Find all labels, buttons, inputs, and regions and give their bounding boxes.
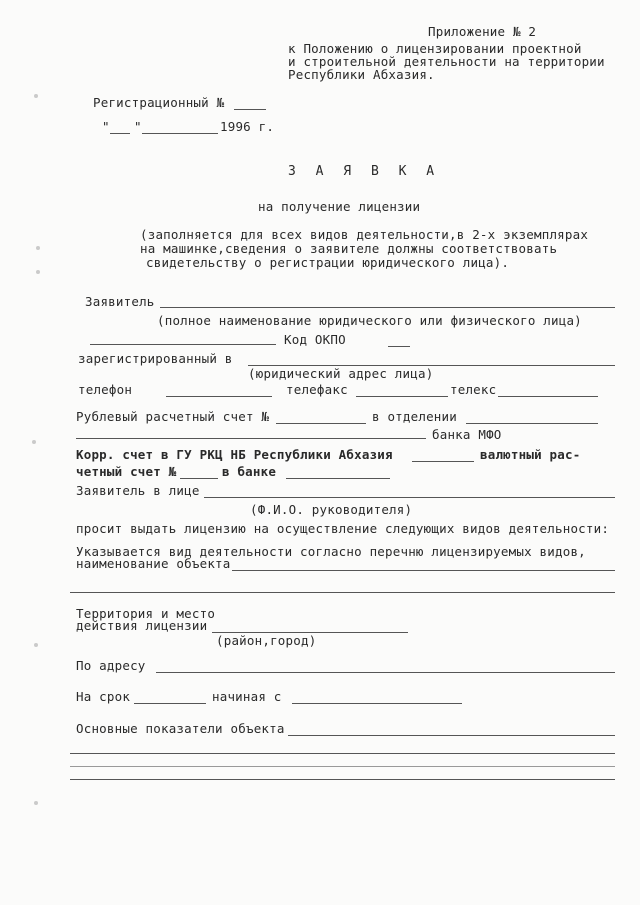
legal-address-hint: (юридический адрес лица) [248,366,434,381]
currency-bank-field[interactable] [286,478,390,479]
registered-label: зарегистрированный в [78,351,233,366]
start-date-field[interactable] [292,703,462,704]
date-day-field[interactable] [110,133,130,134]
phone-label: телефон [78,382,133,397]
scan-speck [34,643,38,647]
district-hint: (район,город) [216,633,317,648]
bank-name-field[interactable] [76,438,426,439]
indicators-field-line[interactable] [70,766,615,767]
head-name-field[interactable] [204,497,615,498]
okpo-label: Код ОКПО [284,332,346,347]
currency-account-label-cont: четный счет № [76,464,177,479]
scan-speck [34,801,38,805]
territory-label: действия лицензии [76,618,208,633]
indicators-field-line[interactable] [70,779,615,780]
indicators-field-line[interactable] [70,753,615,754]
registration-number-label: Регистрационный № [93,95,225,110]
applicant-name-continued-field[interactable] [90,344,276,345]
applicant-label: Заявитель [85,294,155,309]
activity-instruction-object: наименование объекта [76,556,231,571]
regulation-ref-line: Республики Абхазия. [288,67,435,82]
registration-number-field[interactable] [234,109,266,110]
scan-speck [34,94,38,98]
instruction-note: свидетельству о регистрации юридического лица). [146,255,510,270]
fax-field[interactable] [356,396,448,397]
applicant-name-field[interactable] [160,307,615,308]
activity-instruction: Указывается вид деятельности согласно перечню лицензируемых видов, [76,544,586,559]
term-label: На срок [76,689,131,704]
scan-speck [36,246,40,250]
date-month-field[interactable] [142,133,218,134]
address-label: По адресу [76,658,146,673]
date-year: 1996 г. [220,119,275,134]
address-field[interactable] [156,672,615,673]
telex-field[interactable] [498,396,598,397]
currency-account-label: валютный рас- [480,447,581,462]
instruction-note: на машинке,сведения о заявителе должны соответствовать [140,241,558,256]
fax-label: телефакс [286,382,348,397]
phone-field[interactable] [166,396,272,397]
document-title: З А Я В К А [288,164,441,179]
indicators-label: Основные показатели объекта [76,721,285,736]
telex-label: телекс [450,382,497,397]
date-quote-close: " [134,119,142,134]
ruble-account-field[interactable] [276,423,366,424]
branch-field[interactable] [466,423,598,424]
request-statement: просит выдать лицензию на осуществление следующих видов деятельности: [76,521,610,536]
currency-account-field[interactable] [180,478,218,479]
indicators-field[interactable] [288,735,615,736]
head-name-hint: (Ф.И.О. руководителя) [250,502,413,517]
regulation-ref-line: к Положению о лицензировании проектной [288,41,582,56]
instruction-note: (заполняется для всех видов деятельности,в 2-х экземплярах [140,227,589,242]
start-date-label: начиная с [212,689,282,704]
represented-by-label: Заявитель в лице [76,483,200,498]
date-quote-open: " [102,119,110,134]
ruble-account-label: Рублевый расчетный счет № [76,409,270,424]
term-field[interactable] [134,703,206,704]
applicant-hint: (полное наименование юридического или физического лица) [157,313,582,328]
okpo-field[interactable] [388,346,410,347]
scan-speck [32,440,36,444]
corr-account-field[interactable] [412,461,474,462]
branch-label: в отделении [372,409,457,424]
document-subtitle: на получение лицензии [258,199,421,214]
appendix-label: Приложение № 2 [428,24,537,39]
activity-field[interactable] [70,592,615,593]
currency-bank-label: в банке [222,464,277,479]
bank-mfo-label: банка МФО [432,427,502,442]
scan-speck [36,270,40,274]
corr-account-label: Корр. счет в ГУ РКЦ НБ Республики Абхазия [76,447,393,462]
territory-label: Территория и место [76,606,216,621]
regulation-ref-line: и строительной деятельности на территории [288,54,605,69]
object-name-field[interactable] [232,570,615,571]
